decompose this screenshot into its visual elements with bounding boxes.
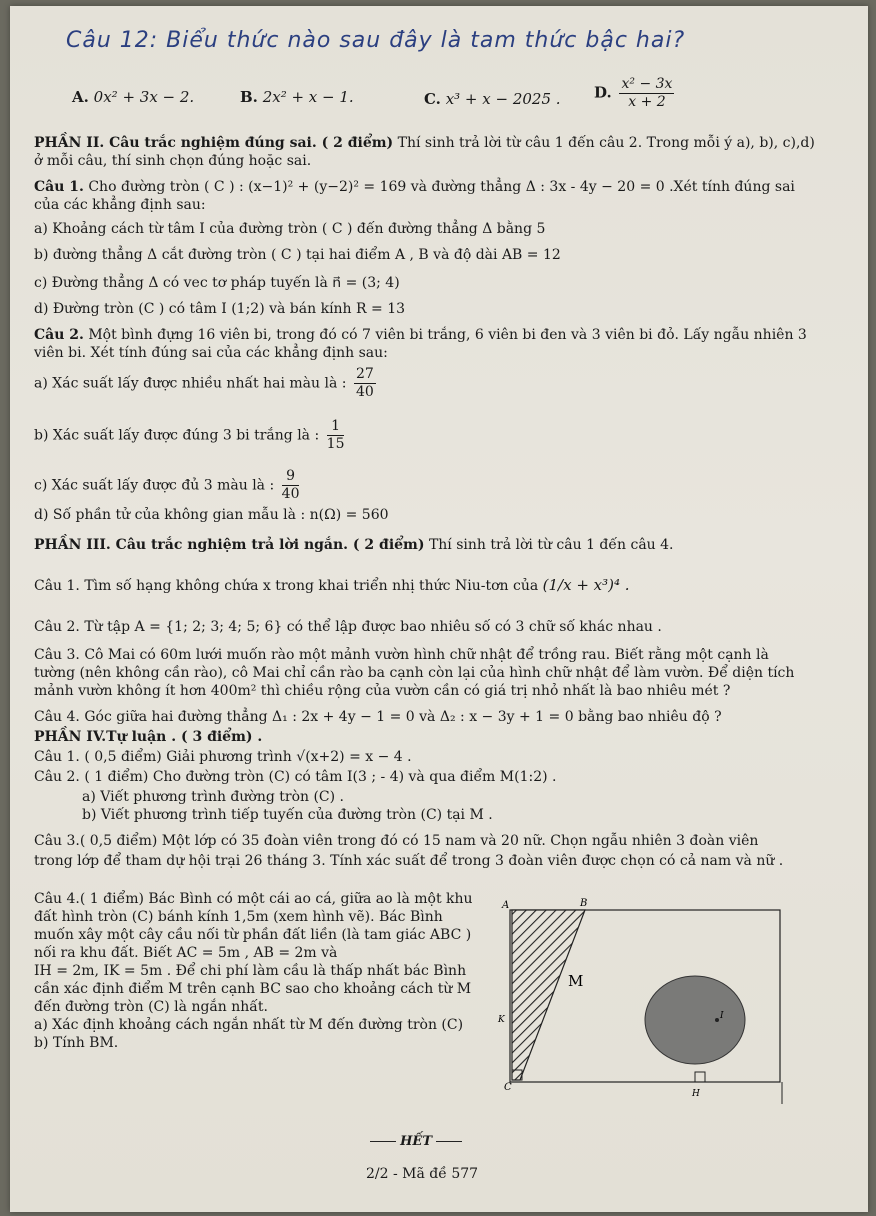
part2-q1-line2: của các khẳng định sau: [34, 197, 206, 213]
part2-q1 [34, 178, 848, 196]
part3-q3-line1: Câu 3. Cô Mai có 60m lưới muốn rào một mảnh vườn hình chữ nhật để trồng rau. Biết rằng một cạnh là [34, 647, 769, 663]
part2-q2-item-c [34, 468, 848, 503]
handwritten-question: Câu 12: Biểu thức nào sau đây là tam thức bậc hai? [66, 28, 686, 53]
part4-q4-line: IH = 2m, IK = 5m . Để chi phí làm cầu là thấp nhất bác Bình [34, 963, 467, 979]
part2-q2-line2: viên bi. Xét tính đúng sai của các khẳng định sau: [34, 345, 388, 361]
option-d-denominator: x + 2 [628, 94, 666, 110]
label-c: C [504, 1082, 512, 1093]
label-i: I [720, 1011, 724, 1021]
part3-heading-bold: PHẦN III. Câu trắc nghiệm trả lời ngắn. ( 2 điểm) [34, 537, 425, 553]
part4-q4 [34, 890, 496, 1052]
option-d-fraction [619, 76, 674, 111]
end-text: HẾT [400, 1134, 433, 1149]
part4-q4-line: b) Tính BM. [34, 1035, 119, 1051]
part2-q2-c-den: 40 [281, 486, 300, 502]
part4-q4-line: muốn xây một cây cầu nối từ phần đất liền (là tam giác ABC ) [34, 927, 472, 943]
label-m: M [568, 972, 584, 990]
part4-q1: Câu 1. ( 0,5 điểm) Giải phương trình √(x+2) = x − 4 . [34, 749, 412, 765]
part3-q3-line3: mảnh vườn không ít hơn 400m² thì chiều rộng của vườn cần có giá trị nhỏ nhất là bao nhiêu mét ? [34, 683, 731, 699]
part2-q2-c-num: 9 [282, 468, 300, 486]
part2-q2-a-fraction [354, 366, 376, 401]
part3-heading-rest: Thí sinh trả lời từ câu 1 đến câu 4. [424, 537, 674, 553]
island-circle [645, 976, 745, 1064]
part2-heading-line2: ở mỗi câu, thí sinh chọn đúng hoặc sai. [34, 153, 312, 169]
part3-q3-line2: tường (nên không cần rào), cô Mai chỉ cần rào ba cạnh còn lại của hình chữ nhật để làm vườn. Để diện tích [34, 665, 795, 681]
option-d-letter: D. [594, 83, 612, 102]
label-b: B [580, 898, 588, 909]
part2-q1-item-d: d) Đường tròn (C ) có tâm I (1;2) và bán kính R = 13 [34, 301, 406, 317]
part2-q2-label: Câu 2. [34, 327, 84, 343]
part3-q1-expression: (1/x + x³)⁴ . [542, 576, 630, 594]
part2-q1-item-b: b) đường thẳng Δ cắt đường tròn ( C ) tại hai điểm A , B và độ dài AB = 12 [34, 247, 561, 263]
part2-q2-b-fraction [327, 418, 345, 453]
part4-q4-line: cần xác định điểm M trên cạnh BC sao cho khoảng cách từ M [34, 981, 472, 997]
part2-q2-c-text: c) Xác suất lấy được đủ 3 màu là : [34, 477, 275, 494]
part4-q4-line: đến đường tròn (C) là ngắn nhất. [34, 999, 268, 1015]
part4-q2-a: a) Viết phương trình đường tròn (C) . [82, 789, 345, 805]
option-a-letter: A. [72, 88, 89, 106]
part3-q1-text: Câu 1. Tìm số hạng không chứa x trong khai triển nhị thức Niu-tơn của [34, 578, 539, 594]
label-h: H [692, 1089, 700, 1099]
part2-q2 [34, 326, 848, 344]
part2-q1-text: Cho đường tròn ( C ) : (x−1)² + (y−2)² = 169 và đường thẳng Δ : 3x - 4y − 20 = 0 .Xét tính đúng sai [83, 179, 795, 195]
part2-q1-label: Câu 1. [34, 179, 84, 195]
option-d-numerator: x² − 3x [621, 76, 673, 92]
part3-heading [34, 536, 848, 554]
part4-q2: Câu 2. ( 1 điểm) Cho đường tròn (C) có tâm I(3 ; - 4) và qua điểm M(1:2) . [34, 769, 557, 785]
part4-q4-line: đất hình tròn (C) bánh kính 1,5m (xem hình vẽ). Bác Bình [34, 909, 443, 925]
center-point [715, 1018, 719, 1022]
part2-q2-a-den: 40 [355, 384, 374, 400]
right-angle-marker-h [695, 1072, 705, 1082]
option-a [72, 88, 194, 106]
part4-q4-line: nối ra khu đất. Biết AC = 5m , AB = 2m và [34, 945, 338, 961]
part2-q2-c-fraction [282, 468, 300, 503]
part2-heading [34, 134, 848, 152]
label-a: A [502, 900, 510, 911]
part3-q1 [34, 576, 848, 595]
part2-q1-item-c: c) Đường thẳng Δ có vec tơ pháp tuyến là n⃗ = (3; 4) [34, 275, 400, 291]
pond-figure [500, 896, 800, 1116]
part4-q3-line2: trong lớp để tham dự hội trại 26 tháng 3. Tính xác suất để trong 3 đoàn viên được chọn có cả nam và nữ . [34, 853, 784, 869]
document-body [10, 6, 868, 1212]
part4-q3-line1: Câu 3.( 0,5 điểm) Một lớp có 35 đoàn viên trong đó có 15 nam và 20 nữ. Chọn ngẫu nhiên 3 đoàn viên [34, 833, 759, 849]
option-d [594, 76, 677, 111]
part2-q2-a-text: a) Xác suất lấy được nhiều nhất hai màu là : [34, 375, 347, 392]
end-marker [370, 1134, 462, 1149]
option-b [240, 88, 354, 106]
label-k: K [498, 1015, 505, 1025]
option-c-text: x³ + x − 2025 . [445, 90, 561, 108]
part3-q2: Câu 2. Từ tập A = {1; 2; 3; 4; 5; 6} có thể lập được bao nhiêu số có 3 chữ số khác nhau . [34, 619, 662, 635]
part4-q4-line: a) Xác định khoảng cách ngắn nhất từ M đến đường tròn (C) [34, 1017, 464, 1033]
option-c [424, 90, 561, 108]
page-footer: 2/2 - Mã đề 577 [366, 1166, 479, 1182]
option-a-text: 0x² + 3x − 2. [93, 88, 195, 106]
option-b-text: 2x² + x − 1. [262, 88, 354, 106]
part2-q2-item-b [34, 418, 848, 453]
part4-q4-line: Câu 4.( 1 điểm) Bác Bình có một cái ao cá, giữa ao là một khu [34, 891, 473, 907]
part2-heading-bold: PHẦN II. Câu trắc nghiệm đúng sai. ( 2 điểm) [34, 135, 394, 151]
part2-q2-item-d: d) Số phần tử của không gian mẫu là : n(Ω) = 560 [34, 507, 389, 523]
part2-heading-rest: Thí sinh trả lời từ câu 1 đến câu 2. Trong mỗi ý a), b), c),d) [393, 135, 815, 151]
part2-q2-b-num: 1 [327, 418, 345, 436]
option-c-letter: C. [424, 90, 441, 108]
part2-q2-b-text: b) Xác suất lấy được đúng 3 bi trắng là : [34, 427, 320, 444]
part2-q1-item-a: a) Khoảng cách từ tâm I của đường tròn ( C ) đến đường thẳng Δ bằng 5 [34, 221, 546, 237]
option-b-letter: B. [240, 88, 258, 106]
part4-q2-b: b) Viết phương trình tiếp tuyến của đường tròn (C) tại M . [82, 807, 493, 823]
exam-sheet [10, 6, 868, 1212]
part2-q2-b-den: 15 [326, 436, 345, 452]
part2-q2-a-num: 27 [355, 366, 374, 382]
land-triangle [512, 910, 585, 1080]
part2-q2-item-a [34, 366, 848, 401]
part4-heading: PHẦN IV.Tự luận . ( 3 điểm) . [34, 729, 263, 745]
part3-q4: Câu 4. Góc giữa hai đường thẳng Δ₁ : 2x + 4y − 1 = 0 và Δ₂ : x − 3y + 1 = 0 bằng bao nhiêu độ ? [34, 709, 722, 725]
part2-q2-text: Một bình đựng 16 viên bi, trong đó có 7 viên bi trắng, 6 viên bi đen và 3 viên bi đỏ. Lấy ngẫu nhiên 3 [83, 327, 807, 343]
